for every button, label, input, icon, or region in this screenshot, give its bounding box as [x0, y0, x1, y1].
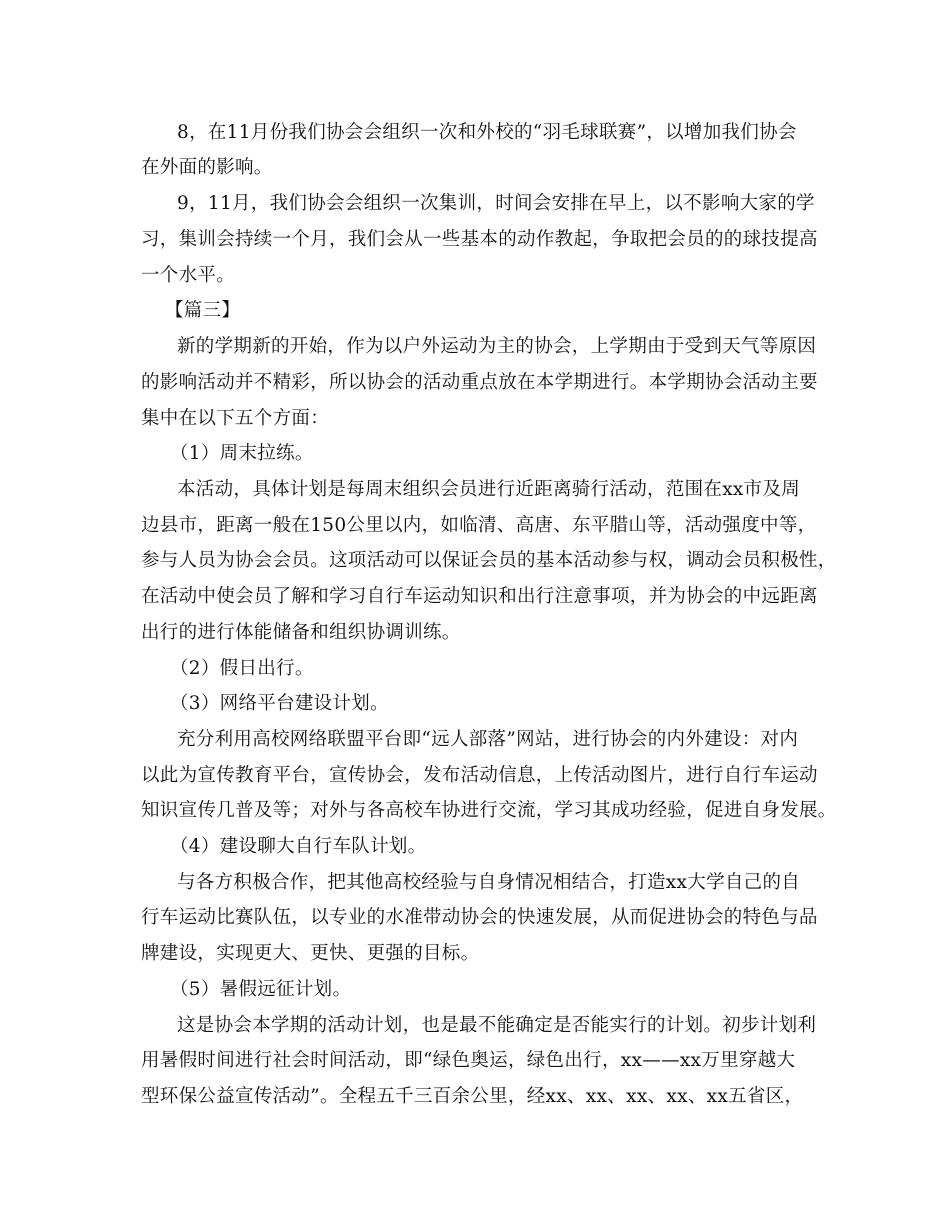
- section-heading: 【篇三】: [165, 300, 241, 321]
- paragraph-line: 用暑假时间进行社会时间活动，即“绿色奥运，绿色出行，xx——xx万里穿越大: [141, 1050, 796, 1071]
- list-item-heading: （4）建设聊大自行车队计划。: [170, 836, 427, 857]
- paragraph-line: 型环保公益宣传活动”。全程五千三百余公里，经xx、xx、xx、xx、xx五省区，: [141, 1086, 804, 1107]
- paragraph-line: 一个水平。: [141, 265, 236, 286]
- paragraph-line: 知识宣传几普及等；对外与各高校车协进行交流，学习其成功经验，促进自身发展。: [141, 800, 837, 821]
- paragraph-line: 与各方积极合作，把其他高校经验与自身情况相结合，打造xx大学自己的自: [177, 872, 801, 893]
- list-item-heading: （2）假日出行。: [170, 658, 314, 679]
- list-item-heading: （1）周末拉练。: [170, 443, 314, 464]
- paragraph-line: 8，在11月份我们协会会组织一次和外校的“羽毛球联赛”，以增加我们协会: [177, 122, 797, 143]
- list-item-heading: （3）网络平台建设计划。: [170, 693, 389, 714]
- paragraph-line: 出行的进行体能储备和组织协调训练。: [141, 622, 461, 643]
- paragraph-line: 牌建设，实现更大、更快、更强的目标。: [141, 943, 480, 964]
- paragraph-line: 9，11月，我们协会会组织一次集训，时间会安排在早上，以不影响大家的学: [177, 193, 815, 214]
- paragraph-line: 充分利用高校网络联盟平台即“远人部落”网站，进行协会的内外建设：对内: [177, 729, 799, 750]
- paragraph-line: 行车运动比赛队伍，以专业的水准带动协会的快速发展，从而促进协会的特色与品: [141, 907, 818, 928]
- paragraph-line: 这是协会本学期的活动计划，也是最不能确定是否能实行的计划。初步计划利: [177, 1015, 817, 1036]
- paragraph-line: 的影响活动并不精彩，所以协会的活动重点放在本学期进行。本学期协会活动主要: [141, 372, 818, 393]
- paragraph-line: 新的学期新的开始，作为以户外运动为主的协会，上学期由于受到天气等原因: [177, 336, 817, 357]
- paragraph-line: 边县市，距离一般在150公里以内，如临清、高唐、东平腊山等，活动强度中等，: [141, 515, 817, 536]
- paragraph-line: 在外面的影响。: [141, 157, 273, 178]
- paragraph-line: 参与人员为协会会员。这项活动可以保证会员的基本活动参与权，调动会员积极性，: [141, 550, 837, 571]
- paragraph-line: 在活动中使会员了解和学习自行车运动知识和出行注意事项，并为协会的中远距离: [141, 586, 818, 607]
- paragraph-line: 习，集训会持续一个月，我们会从一些基本的动作教起，争取把会员的的球技提高: [141, 229, 818, 250]
- list-item-heading: （5）暑假远征计划。: [170, 979, 352, 1000]
- paragraph-line: 集中在以下五个方面：: [141, 408, 330, 429]
- paragraph-line: 本活动，具体计划是每周末组织会员进行近距离骑行活动，范围在xx市及周: [177, 479, 801, 500]
- paragraph-line: 以此为宣传教育平台，宣传协会，发布活动信息，上传活动图片，进行自行车运动: [141, 765, 818, 786]
